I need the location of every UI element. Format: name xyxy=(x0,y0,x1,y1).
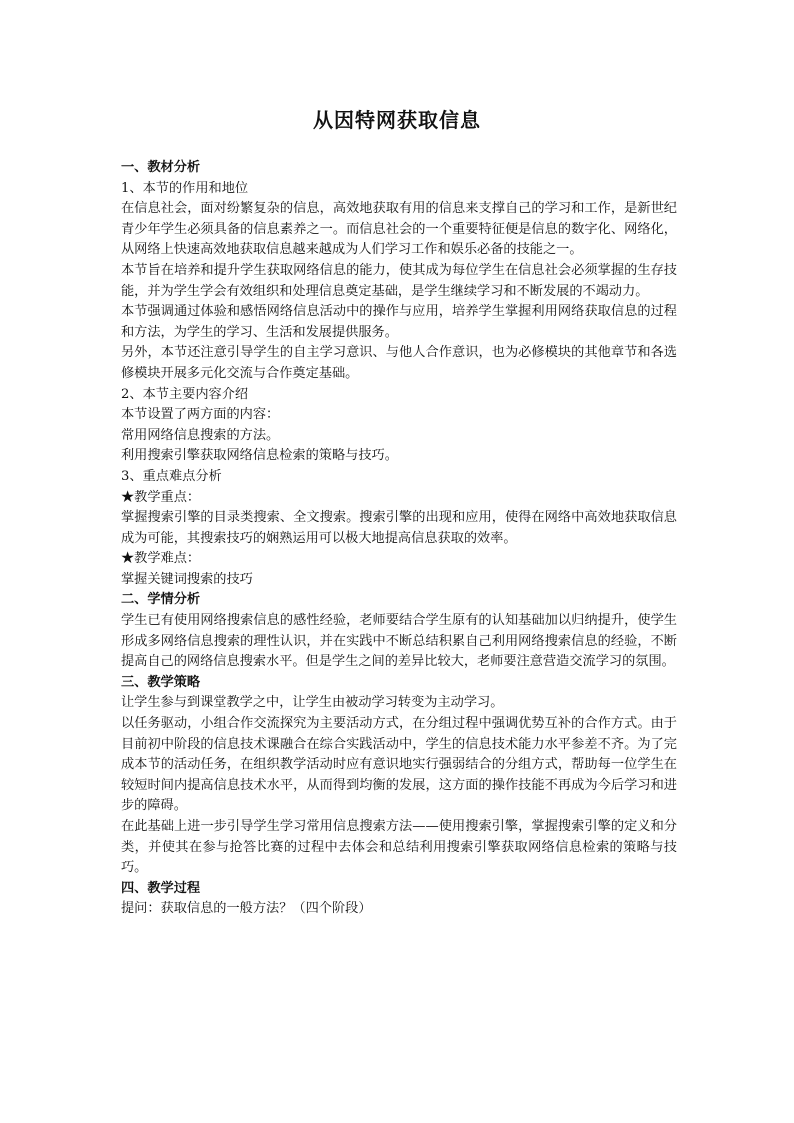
paragraph: 本节设置了两方面的内容： xyxy=(121,407,280,423)
paragraph: 在此基础上进一步引导学生学习常用信息搜索方法——使用搜索引擎，掌握搜索引擎的定义和分类，并使其在参与抢答比赛的过程中去体会和总结利用搜索引擎获取网络信息检索的策略与技巧。 xyxy=(121,819,677,876)
paragraph: ★教学重点： xyxy=(121,489,201,505)
paragraph: 利用搜索引擎获取网络信息检索的策略与技巧。 xyxy=(121,448,398,464)
paragraph: 另外，本节还注意引导学生的自主学习意识、与他人合作意识，也为必修模块的其他章节和各选修模块开展多元化交流与合作奠定基础。 xyxy=(121,345,677,381)
paragraph: 让学生参与到课堂教学之中，让学生由被动学习转变为主动学习。 xyxy=(121,695,504,711)
paragraph: 学生已有使用网络搜索信息的感性经验，老师要结合学生原有的认知基础加以归纳提升，使学生形成多网络信息搜索的理性认识，并在实践中不断总结积累自己利用网络搜索信息的经验，不断提高自己的网络信息搜索水平。但是学生之间的差异比较大，老师要注意营造交流学习的氛围。 xyxy=(121,613,677,670)
document-title: 从因特网获取信息 xyxy=(313,108,481,132)
section-heading: 四、教学过程 xyxy=(121,880,201,896)
paragraph: 2、本节主要内容介绍 xyxy=(121,386,249,402)
paragraph: 常用网络信息搜索的方法。 xyxy=(121,427,280,443)
paragraph: 本节旨在培养和提升学生获取网络信息的能力，使其成为每位学生在信息社会必须掌握的生存技能，并为学生学会有效组织和处理信息奠定基础，是学生继续学习和不断发展的不竭动力。 xyxy=(121,262,677,299)
paragraph: 1、本节的作用和地位 xyxy=(121,180,249,196)
paragraph: 掌握关键词搜索的技巧 xyxy=(121,571,253,587)
paragraph: 掌握搜索引擎的目录类搜索、全文搜索。搜索引擎的出现和应用，使得在网络中高效地获取信息成为可能，其搜索技巧的娴熟运用可以极大地提高信息获取的效率。 xyxy=(121,510,677,546)
section-heading: 一、教材分析 xyxy=(121,160,201,175)
paragraph: 在信息社会，面对纷繁复杂的信息，高效地获取有用的信息来支撑自己的学习和工作，是新世纪青少年学生必须具备的信息素养之一。而信息社会的一个重要特征便是信息的数字化、网络化，从网络上快速高效地获取信息越来越成为人们学习工作和娱乐必备的技能之一。 xyxy=(121,201,677,258)
paragraph: 提问：获取信息的一般方法？（四个阶段） xyxy=(121,901,372,917)
paragraph: 本节强调通过体验和感悟网络信息活动中的操作与应用，培养学生掌握利用网络获取信息的过程和方法，为学生的学习、生活和发展提供服务。 xyxy=(121,304,677,340)
section-heading: 二、学情分析 xyxy=(121,592,201,608)
paragraph: 以任务驱动，小组合作交流探究为主要活动方式，在分组过程中强调优势互补的合作方式。由于目前初中阶段的信息技术课融合在综合实践活动中，学生的信息技术能力水平参差不齐。为了完成本节的活动任务，在组织教学活动时应有意识地实行强弱结合的分组方式，帮助每一位学生在较短时间内提高信息技术水平，从而得到均衡的发展，这方面的操作技能不再成为今后学习和进步的障碍。 xyxy=(121,716,677,814)
document-body xyxy=(121,158,677,920)
section-heading: 三、教学策略 xyxy=(121,674,201,690)
paragraph: 3、重点难点分析 xyxy=(121,468,222,484)
paragraph: ★教学难点： xyxy=(121,551,201,567)
